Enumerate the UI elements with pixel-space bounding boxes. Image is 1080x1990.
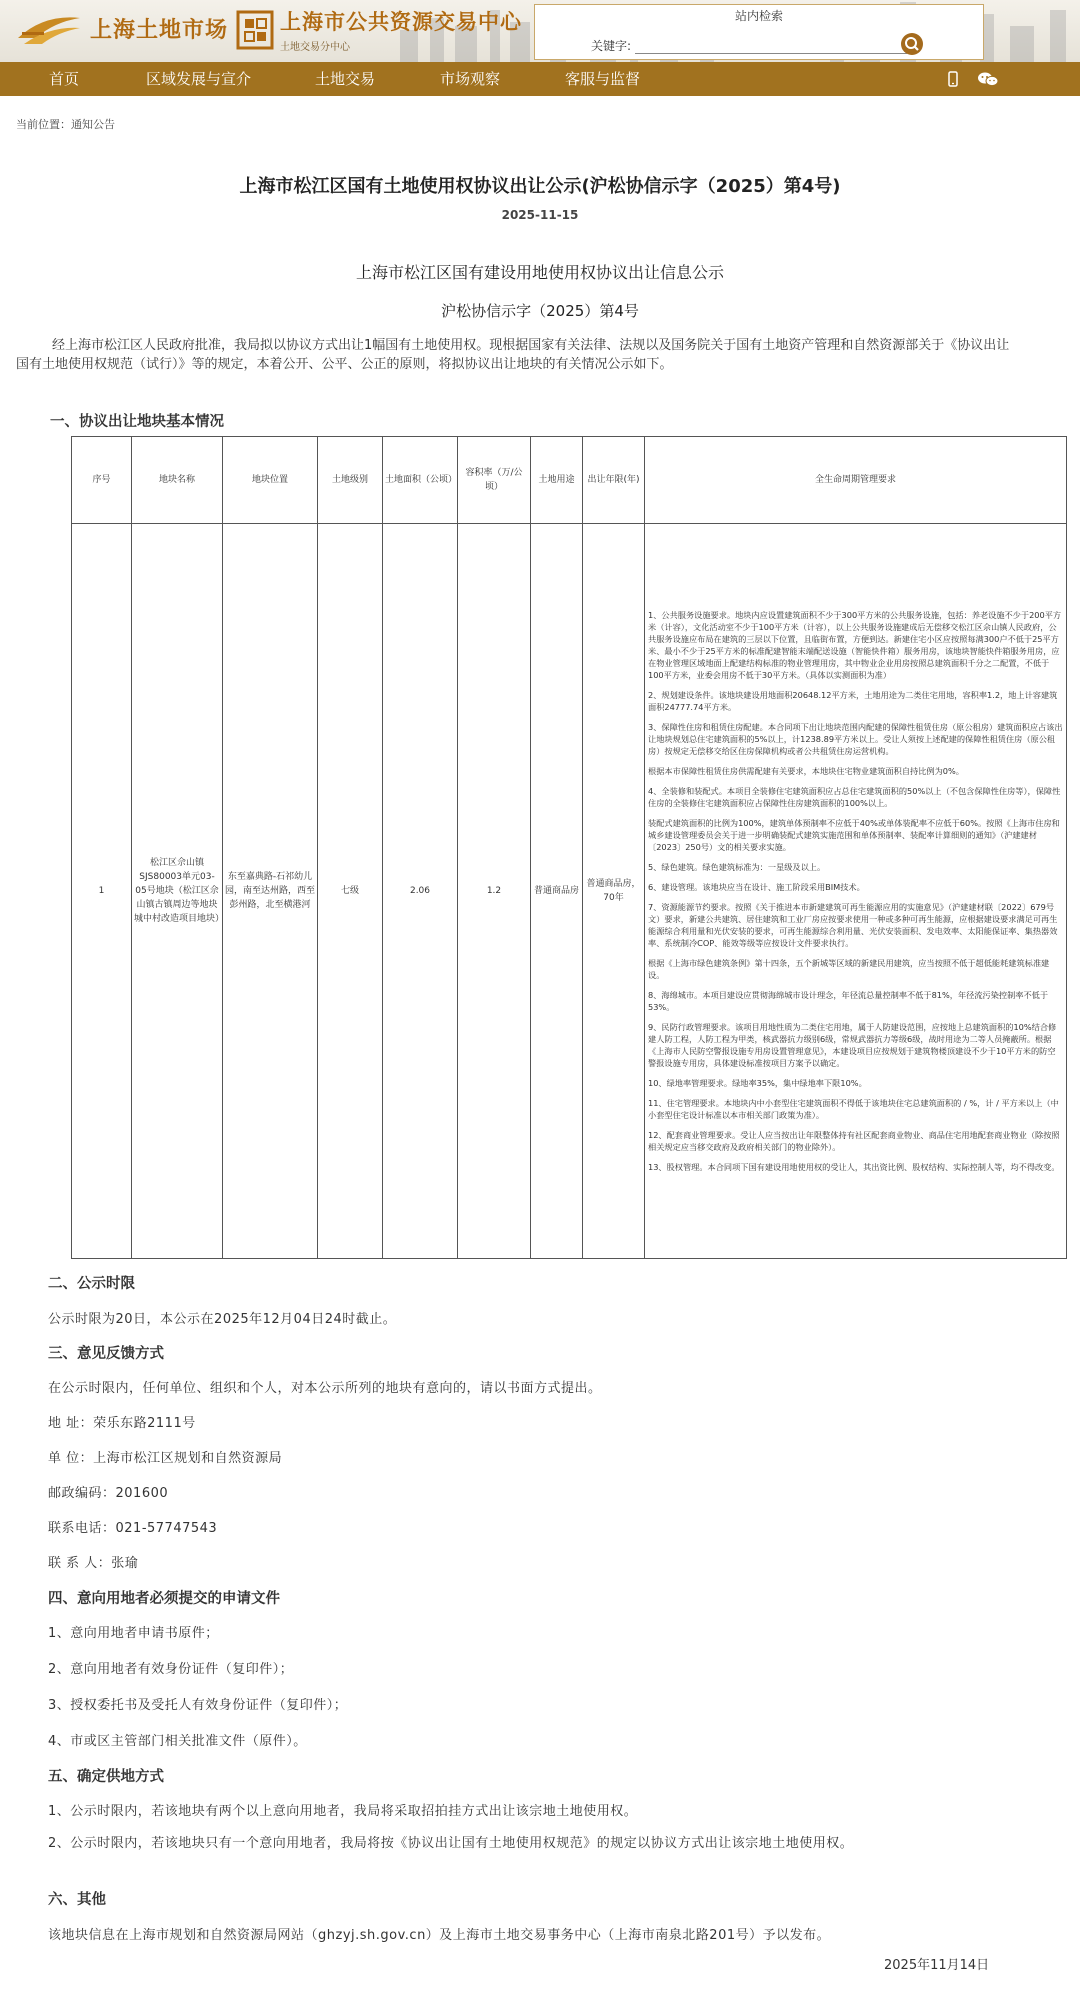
supply-method-item: 2、公示时限内，若该地块只有一个意向用地者，我局将按《协议出让国有土地使用权规范》的规定以协议方式出让该宗地土地使用权。 [48, 1836, 854, 1851]
requirement-item: 2、规划建设条件。该地块建设用地面积20648.12平方米，土地用途为二类住宅用地，容积率1.2，地上计容建筑面积24777.74平方米。 [648, 690, 1058, 712]
site-search-title: 站内检索 [734, 9, 783, 23]
requirement-item: 8、海绵城市。本项目建设应贯彻海绵城市设计理念，年径流总量控制率不低于81%，年径流污染控制率不低于53%。 [648, 990, 1049, 1012]
nav-item-service-supervision[interactable]: 客服与监督 [565, 70, 641, 88]
cell-requirements [645, 524, 1067, 1259]
nav-item-home[interactable]: 首页 [49, 70, 80, 88]
col-header-use: 土地用途 [531, 437, 583, 524]
resource-center-subtitle: 土地交易分中心 [280, 42, 350, 53]
requirement-item: 11、住宅管理要求。本地块内中小套型住宅建筑面积不得低于该地块住宅总建筑面积的 / %，计 / 平方米以上（中小套型住宅设计标准以本市相关部门政策为准）。 [648, 1098, 1059, 1120]
contact-postcode: 邮政编码：201600 [48, 1486, 169, 1501]
requirement-item: 根据本市保障性租赁住房供需配建有关要求，本地块住宅物业建筑面积自持比例为0%。 [648, 766, 964, 776]
document-item: 1、意向用地者申请书原件； [48, 1626, 219, 1641]
search-input[interactable] [635, 33, 907, 54]
land-market-logo[interactable] [14, 8, 228, 48]
section-heading-period: 二、公示时限 [48, 1276, 135, 1292]
resource-center-title: 上海市公共资源交易中心 [280, 10, 522, 34]
section-heading-plot-info: 一、协议出让地块基本情况 [50, 414, 224, 430]
site-search-panel [534, 4, 984, 60]
resource-center-emblem-icon [236, 10, 274, 50]
requirement-item: 7、资源能源节约要求。按照《关于推进本市新建建筑可再生能源应用的实施意见》（沪建建材联〔2022〕679号文）要求，新建公共建筑、居住建筑和工业厂房应按要求使用一种或多种可再生能源，应根据建设要求满足可再生能源综合利用量和光伏安装的要求，可再生能源综合利用量、光伏安装面积、发电效率、太阳能保证率、集热器效率、系统制冷COP、能效等级等应按设计文件要求执行。 [648, 902, 1058, 948]
publicity-period-text: 公示时限为20日，本公示在2025年12月04日24时截止。 [48, 1312, 397, 1327]
cell-area: 2.06 [383, 524, 458, 1259]
cell-no: 1 [72, 524, 132, 1259]
nav-item-market-watch[interactable]: 市场观察 [440, 70, 501, 88]
section-heading-documents: 四、意向用地者必须提交的申请文件 [48, 1591, 280, 1607]
resource-center-logo[interactable] [236, 6, 522, 53]
requirement-item: 10、绿地率管理要求。绿地率35%，集中绿地率下限10%。 [648, 1078, 867, 1088]
col-header-far: 容积率（万/公顷） [458, 437, 531, 524]
mobile-icon[interactable] [948, 71, 958, 87]
search-keyword-label: 关键字: [591, 39, 632, 53]
cell-level: 七级 [318, 524, 383, 1259]
requirement-item: 装配式建筑面积的比例为100%，建筑单体预制率不应低于40%或单体装配率不应低于60%。按照《上海市住房和城乡建设管理委员会关于进一步明确装配式建筑实施范围和单体预制率、装配率计算细则的通知》（沪建建材〔2023〕250号）文的相关要求实施。 [648, 818, 1060, 852]
table-header-row [72, 437, 1067, 524]
document-item: 2、意向用地者有效身份证件（复印件）； [48, 1662, 294, 1677]
requirement-item: 1、公共服务设施要求。地块内应设置建筑面积不少于300平方米的公共服务设施，包括：养老设施不少于200平方米（计容），文化活动室不少于100平方米（计容），以上公共服务设施建成后无偿移交松江区佘山镇人民政府，公共服务设施应布局在建筑的三层以下位置，且临街布置，方便到达。新建住宅小区应按照每满300户不低于25平方米、最小不少于25平方米的标准配建智能末端配送设施（智能快件箱）服务用房，该地块智能快件箱服务用房，应在物业管理区域地面上配建结构标准的物业管理用房，其中物业企业用房按照总建筑面积千分之二配置，不低于100平方米，业委会用房不低于30平方米。（具体以实测面积为准） [648, 610, 1062, 680]
requirement-item: 5、绿色建筑。绿色建筑标准为：一星级及以上。 [648, 862, 826, 872]
breadcrumb: 当前位置：通知公告 [16, 118, 115, 131]
nav-item-regional-development[interactable]: 区域发展与宣介 [146, 70, 252, 88]
feedback-intro-text: 在公示时限内，任何单位、组织和个人，对本公示所列的地块有意向的，请以书面方式提出。 [48, 1381, 602, 1396]
contact-unit: 单 位：上海市松江区规划和自然资源局 [48, 1451, 283, 1466]
main-nav-bar [0, 62, 1080, 96]
wechat-icon[interactable] [977, 71, 999, 87]
cell-far: 1.2 [458, 524, 531, 1259]
contact-phone: 联系电话：021-57747543 [48, 1521, 218, 1536]
cell-name: 松江区佘山镇SJS80003单元03-05号地块（松江区佘山镇古镇周边等地块城中村改造项目地块） [132, 524, 223, 1259]
signature-date: 2025年11月14日 [884, 1958, 990, 1973]
requirement-item: 9、民防行政管理要求。该项目用地性质为二类住宅用地，属于人防建设范围，应按地上总建筑面积的10%结合修建人防工程，人防工程为甲类，核武器抗力级别6级，常规武器抗力等级6级，战时用途为二等人员掩蔽所。根据《上海市人民防空警报设施专用房设置管理意见》，本建设项目应按规划于建筑物楼顶建设不少于10平方米的防空警报设施专用房，具体建设标准按项目方案予以确定。 [648, 1022, 1057, 1068]
requirement-item: 6、建设管理。该地块应当在设计、施工阶段采用BIM技术。 [648, 882, 865, 892]
col-header-term: 出让年限(年) [583, 437, 645, 524]
col-header-no: 序号 [72, 437, 132, 524]
cell-use: 普通商品房 [531, 524, 583, 1259]
publish-date: 2025-11-15 [501, 208, 579, 222]
site-header [0, 0, 1080, 62]
notice-subtitle: 上海市松江区国有建设用地使用权协议出让信息公示 [355, 263, 724, 282]
table-row [72, 524, 1067, 1259]
col-header-location: 地块位置 [223, 437, 318, 524]
contact-address: 地 址：荣乐东路2111号 [48, 1416, 196, 1431]
search-icon [901, 33, 923, 55]
supply-method-item: 1、公示时限内，若该地块有两个以上意向用地者，我局将采取招拍挂方式出让该宗地土地使用权。 [48, 1804, 638, 1819]
requirement-item: 3、保障性住房和租赁住房配建。本合同项下出让地块范围内配建的保障性租赁住房（原公租房）建筑面积应占该出让地块规划总住宅建筑面积的5%以上，计1238.89平方米以上。受让人须按上述配建的保障性租赁住房（原公租房）按规定无偿移交给区住房保障机构或者公共租赁住房运营机构。 [648, 722, 1063, 756]
requirement-item: 12、配套商业管理要求。受让人应当按出让年限整体持有社区配套商业物业、商品住宅用地配套商业物业（除按照相关规定应当移交政府及政府相关部门的物业除外）。 [648, 1130, 1060, 1152]
requirement-item: 13、股权管理。本合同项下国有建设用地使用权的受让人，其出资比例、股权结构、实际控制人等，均不得改变。 [648, 1162, 1060, 1172]
document-item: 4、市或区主管部门相关批准文件（原件）。 [48, 1734, 307, 1749]
land-market-emblem-icon [14, 8, 84, 48]
section-heading-supply: 五、确定供地方式 [48, 1769, 164, 1785]
cell-location: 东至嘉典路-石祁幼儿园，南至达州路，西至彭州路，北至横港河 [223, 524, 318, 1259]
col-header-level: 土地级别 [318, 437, 383, 524]
col-header-requirements: 全生命周期管理要求 [645, 437, 1067, 524]
contact-person: 联 系 人：张瑜 [48, 1556, 139, 1571]
plot-info-table [71, 436, 1067, 1259]
page-title: 上海市松江区国有土地使用权协议出让公示(沪松协信示字（2025）第4号) [239, 176, 841, 197]
intro-paragraph: 经上海市松江区人民政府批准，我局拟以协议方式出让1幅国有土地使用权。现根据国家有关法律、法规以及国务院关于国有土地资产管理和自然资源部关于《协议出让国有土地使用权规范（试行）》等的规定，本着公开、公平、公正的原则，将拟协议出让地块的有关情况公示如下。 [16, 338, 1010, 372]
other-info-text: 该地块信息在上海市规划和自然资源局网站（ghzyj.sh.gov.cn）及上海市土地交易事务中心（上海市南泉北路201号）予以发布。 [48, 1928, 831, 1943]
document-item: 3、授权委托书及受托人有效身份证件（复印件）； [48, 1698, 348, 1713]
requirement-item: 根据《上海市绿色建筑条例》第十四条，五个新城等区域的新建民用建筑，应当按照不低于超低能耗建筑标准建设。 [648, 958, 1050, 980]
col-header-name: 地块名称 [132, 437, 223, 524]
cell-term: 普通商品房，70年 [583, 524, 645, 1259]
col-header-area: 土地面积（公顷） [383, 437, 458, 524]
section-heading-feedback: 三、意见反馈方式 [48, 1346, 164, 1362]
document-number: 沪松协信示字（2025）第4号 [441, 302, 639, 320]
requirement-item: 4、全装修和装配式。本项目全装修住宅建筑面积应占总住宅建筑面积的50%以上（不包含保障性住房等），保障性住房的全装修住宅建筑面积应占保障性住房建筑面积的100%以上。 [648, 786, 1061, 808]
section-heading-other: 六、其他 [48, 1892, 106, 1908]
nav-item-land-trading[interactable]: 土地交易 [315, 70, 376, 88]
land-market-logo-text: 上海土地市场 [90, 17, 229, 43]
search-button[interactable] [901, 33, 923, 55]
